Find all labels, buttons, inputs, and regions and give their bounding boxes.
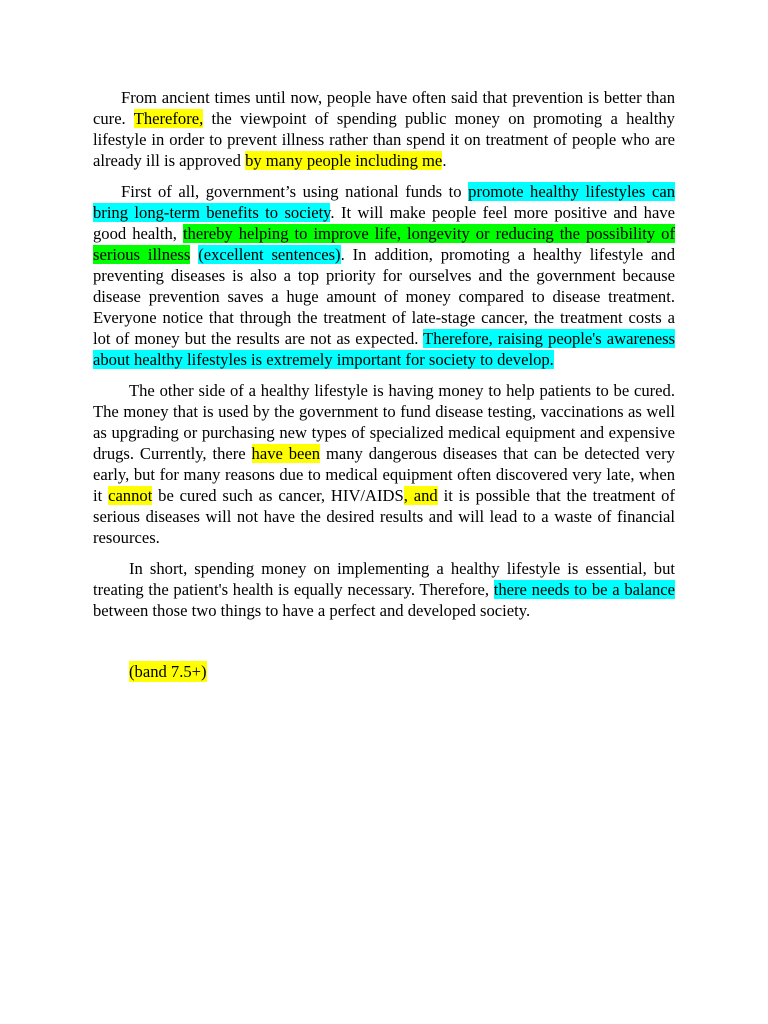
highlight-cyan: promote healthy lifestyles can bring long-term benefits to society [93,182,675,222]
essay-document [93,87,675,682]
text-run: be cured such as cancer, HIV/AIDS [152,486,404,505]
text-run: . It will make people feel more positive and have good health, [93,203,676,243]
text-run: From ancient times until now, people have often said that prevention is better than cure. [93,88,675,128]
highlight-yellow: Therefore, [133,109,204,128]
band-score: (band 7.5+) [129,662,207,681]
text-run [190,245,198,264]
highlight-cyan: Therefore, raising people's awareness about healthy lifestyles is extremely important for society to develop. [93,329,675,369]
text-run: The other side of a healthy lifestyle is having money to help patients to be cured. The money that is used by the government to fund disease testing, vaccinations as well as upgrading or purchasing new types of specialized medical equipment and expensive drugs. Currently, there [93,381,675,463]
text-run: . In addition, promoting a healthy lifestyle and preventing diseases is also a top priority for ourselves and the government because disease prevention saves a huge amount of money compared to disease treatment. Everyone notice that through the treatment of late-stage cancer, the treatment costs a lot of money but the results are not as expected. [93,245,675,348]
highlight-yellow: cannot [108,486,153,505]
text-run: First of all, government’s using national funds to [121,182,469,201]
text-run: many dangerous diseases that can be detected very early, but for many reasons due to medical equipment often discovered very late, when it [93,444,675,505]
paragraph-introduction [93,87,675,171]
highlight-yellow: , and [403,486,438,505]
paragraph-conclusion [93,558,675,621]
text-run: . [442,151,447,170]
text-run: In short, spending money on implementing a healthy lifestyle is essential, but treating the patient's health is equally necessary. Therefore, [93,559,675,599]
text-run: the viewpoint of spending public money on promoting a healthy lifestyle in order to prevent illness rather than spend it on treatment of people who are already ill is approved [93,109,675,170]
highlight-yellow: have been [251,444,321,463]
band-score-line [93,631,675,682]
highlight-cyan: there needs to be a balance [493,580,675,599]
paragraph-body-1 [93,181,675,370]
highlight-yellow: by many people including me [245,151,443,170]
paragraph-body-2 [93,380,675,548]
text-run: it is possible that the treatment of serious diseases will not have the desired results and will lead to a waste of financial resources. [93,486,676,547]
text-run: between those two things to have a perfect and developed society. [93,601,531,620]
highlight-green: thereby helping to improve life, longevity or reducing the possibility of serious illness [93,224,675,264]
highlight-cyan: (excellent sentences) [198,245,341,264]
